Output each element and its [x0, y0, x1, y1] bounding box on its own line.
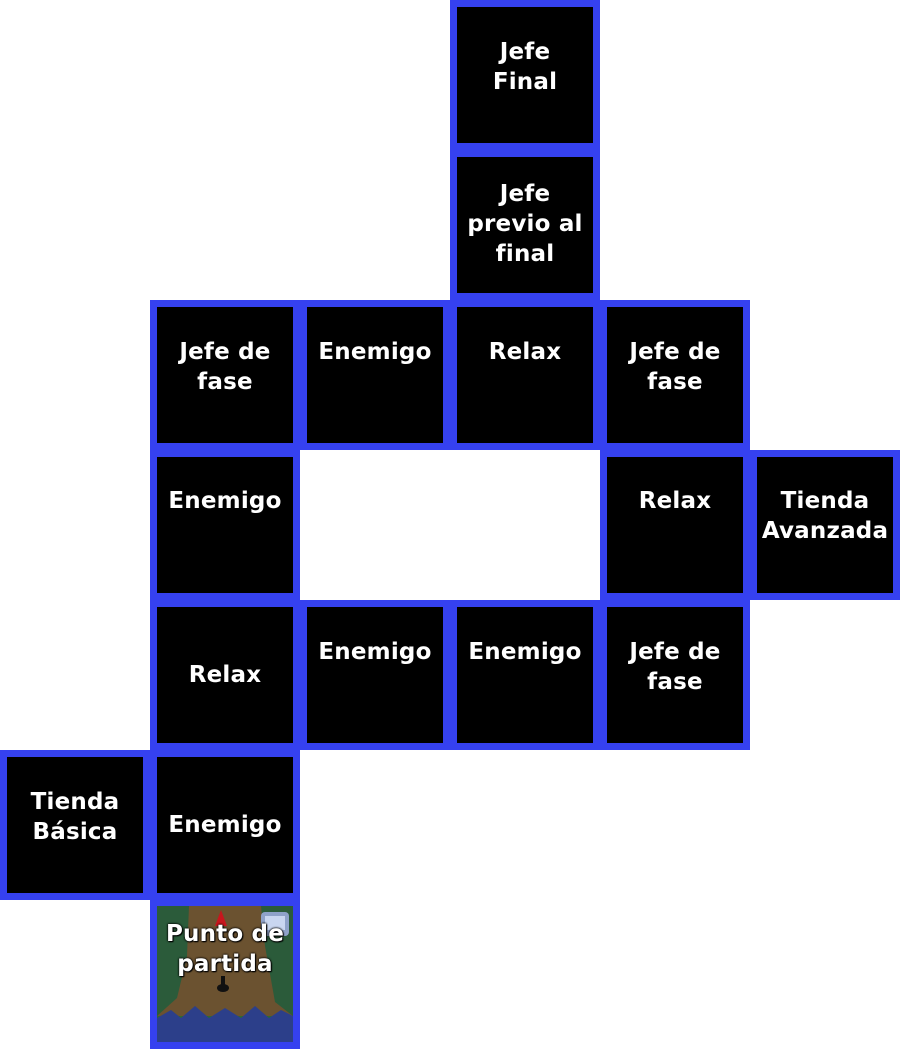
- room-label: Relax: [188, 662, 262, 688]
- room-label: Relax: [488, 339, 562, 365]
- room-enemigo-4[interactable]: [450, 600, 600, 750]
- room-label: Enemigo: [318, 339, 432, 365]
- room-jefe-de-fase-3[interactable]: [600, 600, 750, 750]
- room-enemigo-2[interactable]: [150, 450, 300, 600]
- room-label: Jefe de fase: [179, 339, 271, 395]
- room-label: Enemigo: [168, 488, 282, 514]
- room-label: Tienda Básica: [30, 789, 120, 845]
- room-relax-3[interactable]: [150, 600, 300, 750]
- room-label: Relax: [638, 488, 712, 514]
- room-label: Jefe Final: [492, 39, 558, 95]
- room-punto-de-partida[interactable]: [150, 899, 300, 1049]
- room-relax-2[interactable]: [600, 450, 750, 600]
- room-jefe-de-fase-2[interactable]: [600, 300, 750, 450]
- room-label: Enemigo: [318, 639, 432, 665]
- room-enemigo-5[interactable]: [150, 750, 300, 900]
- room-jefe-previo-al-final[interactable]: [450, 150, 600, 300]
- room-tienda-basica[interactable]: [0, 750, 150, 900]
- room-label: Jefe de fase: [629, 639, 721, 695]
- room-tienda-avanzada[interactable]: [750, 450, 900, 600]
- room-label: Tienda Avanzada: [761, 488, 889, 544]
- room-label: Enemigo: [168, 812, 282, 838]
- room-relax-1[interactable]: [450, 300, 600, 450]
- room-jefe-final[interactable]: [450, 0, 600, 150]
- room-enemigo-1[interactable]: [300, 300, 450, 450]
- room-label: Punto de partida: [165, 921, 285, 977]
- room-jefe-de-fase-1[interactable]: [150, 300, 300, 450]
- room-label: Jefe previo al final: [467, 181, 583, 267]
- room-label: Jefe de fase: [629, 339, 721, 395]
- room-label: Enemigo: [468, 639, 582, 665]
- room-enemigo-3[interactable]: [300, 600, 450, 750]
